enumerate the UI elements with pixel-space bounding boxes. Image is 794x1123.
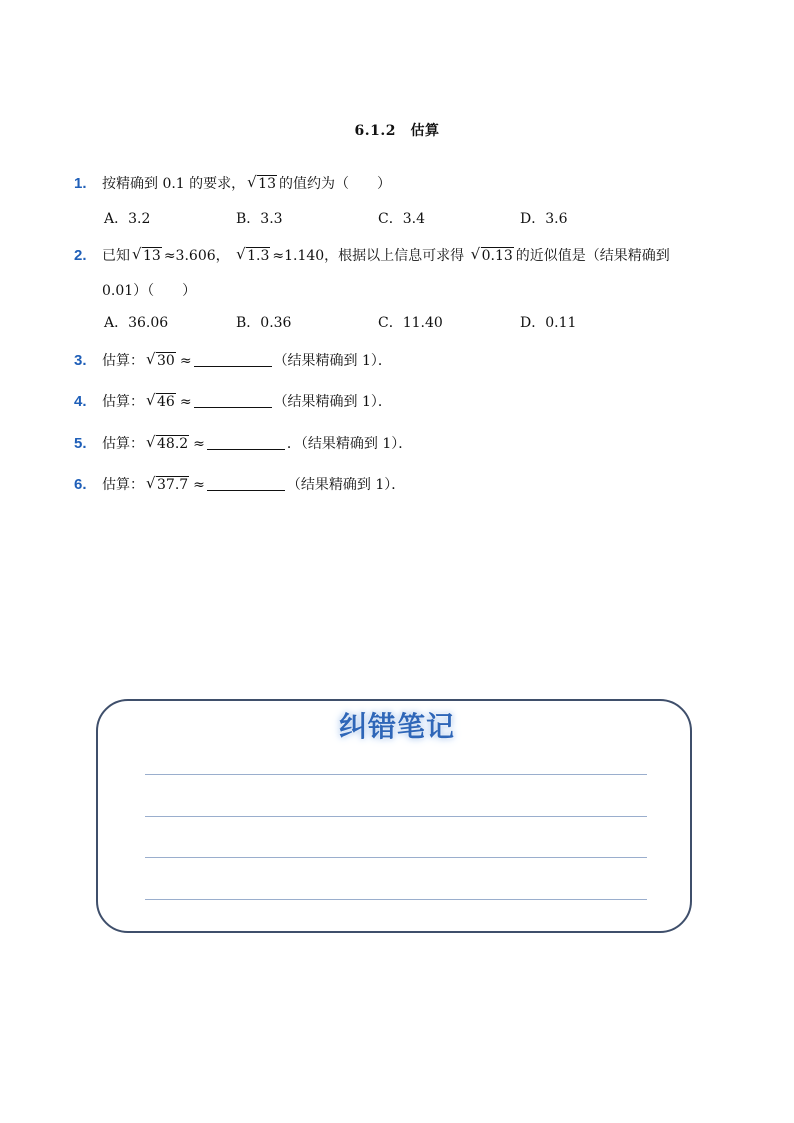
question-3 (74, 350, 392, 372)
note-line[interactable] (145, 899, 647, 900)
radicand: 37.7 (157, 477, 189, 493)
question-text: ≈1.140，根据以上信息可求得 (272, 248, 465, 264)
sqrt-expression (471, 245, 514, 267)
radical-sign-icon: √ (247, 173, 257, 191)
approx-sign: ≈ (179, 394, 192, 410)
note-line[interactable] (145, 816, 647, 817)
question-text: （结果精确到 1）． (273, 394, 392, 410)
radicand: 0.13 (481, 248, 513, 264)
option-c[interactable]: C．3.4 (378, 211, 425, 227)
question-number: 4. (74, 393, 87, 410)
answer-blank[interactable] (207, 476, 285, 491)
answer-blank[interactable] (194, 393, 272, 408)
radicand: 46 (157, 394, 175, 410)
option-b[interactable]: B．3.3 (236, 211, 283, 227)
sqrt-expression (146, 474, 189, 496)
approx-sign: ≈ (193, 436, 205, 452)
option-d[interactable]: D．0.11 (520, 315, 577, 331)
answer-blank[interactable] (207, 435, 285, 450)
question-text: 已知 (102, 248, 130, 264)
option-d[interactable]: D．3.6 (520, 211, 568, 227)
option-a[interactable]: A．3.2 (104, 211, 151, 227)
sqrt-expression (146, 391, 176, 413)
question-number: 6. (74, 476, 87, 493)
question-text: ．（结果精确到 1）． (286, 436, 413, 452)
radical-sign-icon: √ (146, 391, 156, 409)
question-text: ≈3.606， (163, 248, 230, 264)
question-6 (74, 474, 405, 496)
question-text: 估算： (102, 394, 144, 410)
question-text: 估算： (102, 477, 144, 493)
question-number: 2. (74, 247, 87, 264)
radicand: 48.2 (157, 436, 189, 452)
sqrt-expression (247, 173, 277, 195)
question-2 (74, 245, 670, 267)
sqrt-expression (132, 245, 162, 267)
radical-sign-icon: √ (470, 245, 481, 263)
radicand: 30 (157, 353, 175, 369)
question-2-line-2: 0.01）（ ） (102, 283, 197, 299)
radicand: 13 (143, 248, 161, 264)
question-number: 1. (74, 175, 87, 192)
option-c[interactable]: C．11.40 (378, 315, 443, 331)
radical-sign-icon: √ (146, 433, 156, 451)
question-4 (74, 391, 392, 413)
approx-sign: ≈ (179, 353, 192, 369)
radicand: 13 (258, 176, 276, 192)
note-line[interactable] (145, 774, 647, 775)
question-text: （结果精确到 1）． (273, 353, 392, 369)
page-title: 6.1.2 估算 (354, 123, 440, 139)
question-text: （结果精确到 1）． (286, 477, 406, 493)
question-1 (74, 173, 391, 195)
error-notes-title: 纠错笔记 (338, 710, 455, 743)
radical-sign-icon: √ (132, 245, 142, 263)
radical-sign-icon: √ (146, 350, 156, 368)
question-number: 5. (74, 435, 87, 452)
radical-sign-icon: √ (146, 474, 156, 492)
question-text: 估算： (102, 353, 144, 369)
sqrt-expression (236, 245, 270, 267)
question-5 (74, 433, 412, 455)
question-number: 3. (74, 352, 87, 369)
radical-sign-icon: √ (236, 245, 246, 263)
sqrt-expression (146, 350, 176, 372)
note-line[interactable] (145, 857, 647, 858)
option-a[interactable]: A．36.06 (104, 315, 169, 331)
radicand: 1.3 (247, 248, 270, 264)
sqrt-expression (146, 433, 189, 455)
question-text: 的近似值是（结果精确到 (515, 248, 670, 264)
approx-sign: ≈ (193, 477, 205, 493)
option-b[interactable]: B．0.36 (236, 315, 292, 331)
question-text: 的值约为（ ） (279, 176, 391, 192)
answer-blank[interactable] (194, 352, 272, 367)
question-text: 按精确到 0.1 的要求， (102, 176, 246, 192)
question-text: 估算： (102, 436, 144, 452)
